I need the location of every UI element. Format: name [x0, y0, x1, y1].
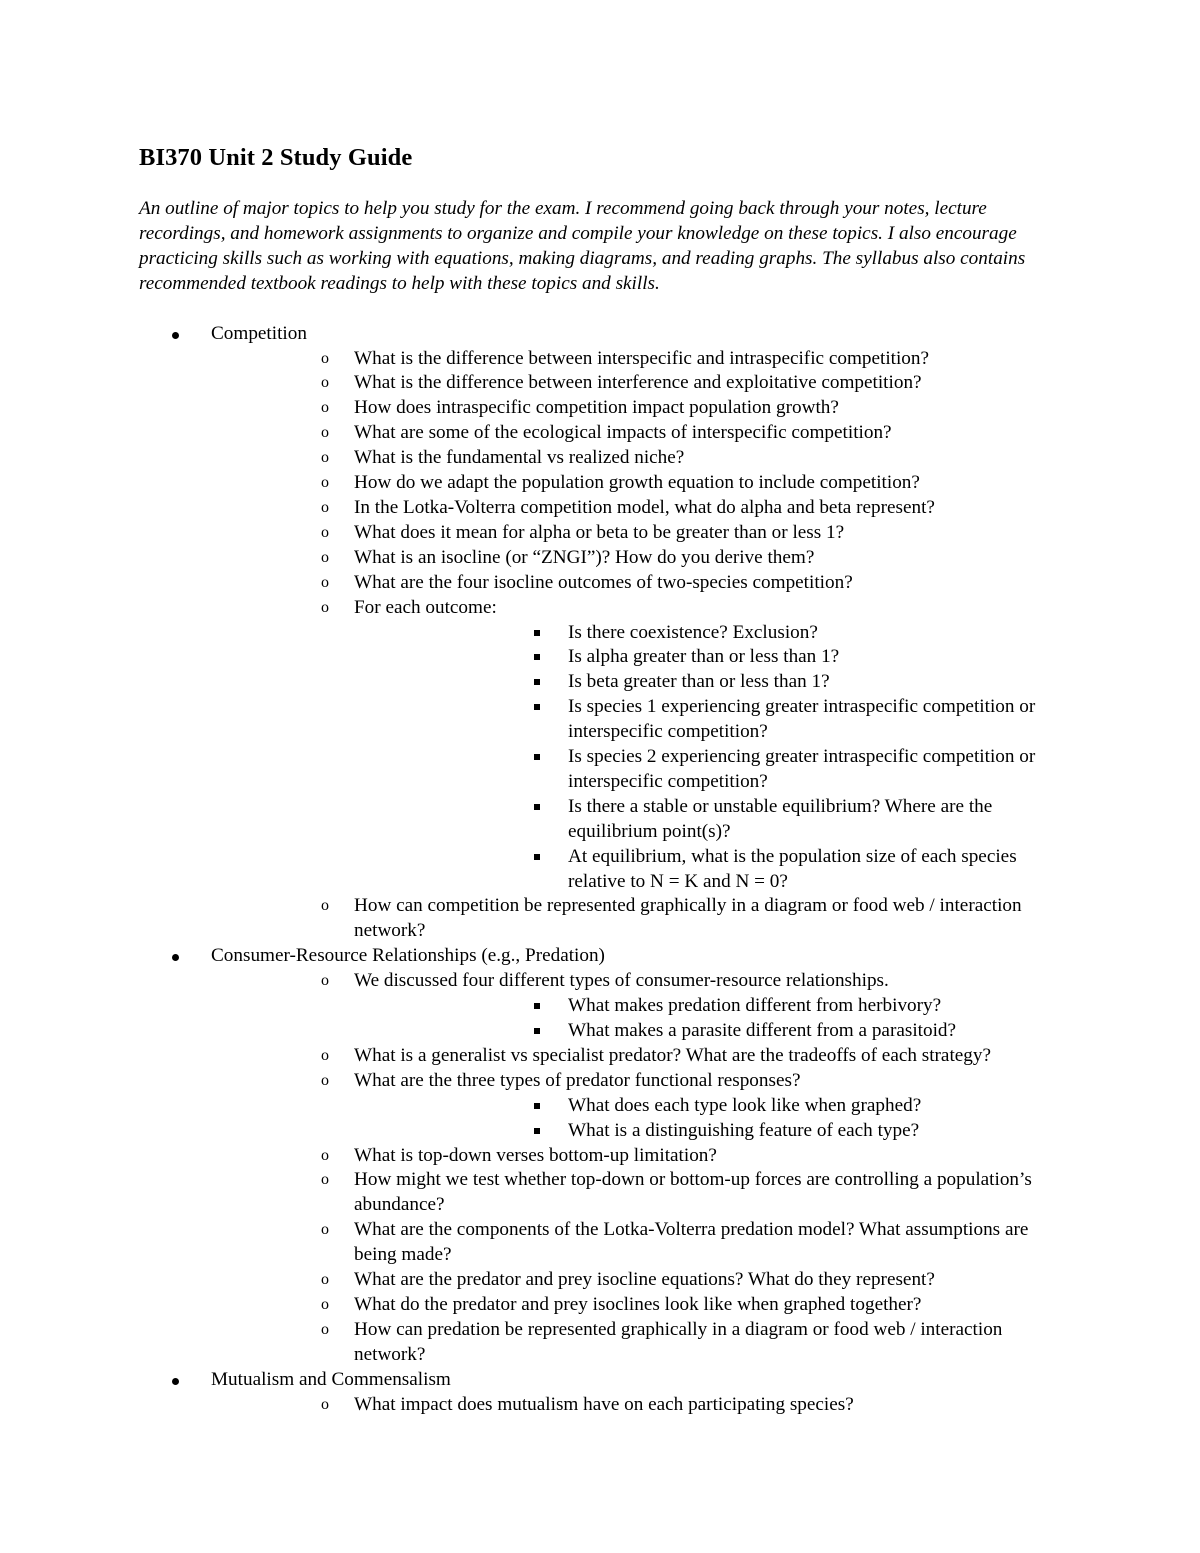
subquestion-item [354, 795, 1069, 845]
question-text: In the Lotka-Volterra competition model, what do alpha and beta represent? [354, 496, 935, 518]
subquestion-item [354, 745, 1069, 795]
question-item [211, 1293, 1069, 1318]
subquestion-item [354, 845, 1069, 895]
subquestion-text: Is beta greater than or less than 1? [568, 671, 830, 693]
bullet-icon [172, 332, 179, 339]
subquestion-text: Is there a stable or unstable equilibrium? Where are the equilibrium point(s)? [568, 795, 993, 842]
question-text: What is the difference between interspecific and intraspecific competition? [354, 347, 930, 369]
subquestion-text: What makes predation different from herbivory? [568, 995, 942, 1017]
subquestion-list [354, 994, 1069, 1044]
question-text: For each outcome: [354, 596, 497, 618]
subquestion-item [354, 670, 1069, 695]
question-item [211, 571, 1069, 596]
document-page [139, 143, 1069, 1418]
question-item [211, 546, 1069, 571]
question-item [211, 1393, 1069, 1418]
square-bullet-icon [534, 1103, 540, 1109]
question-item [211, 1168, 1069, 1218]
question-list [211, 969, 1069, 1368]
subquestion-item [354, 1019, 1069, 1044]
question-item [211, 1268, 1069, 1293]
question-text: How can predation be represented graphically in a diagram or food web / interaction network? [354, 1318, 1003, 1365]
circle-bullet-icon: o [321, 449, 329, 467]
square-bullet-icon [534, 654, 540, 660]
square-bullet-icon [534, 630, 540, 636]
subquestion-text: Is alpha greater than or less than 1? [568, 646, 840, 668]
question-list [211, 1393, 1069, 1418]
question-text: We discussed four different types of consumer-resource relationships. [354, 970, 889, 992]
circle-bullet-icon: o [321, 573, 329, 591]
question-text: What are the predator and prey isocline equations? What do they represent? [354, 1269, 935, 1291]
square-bullet-icon [534, 754, 540, 760]
section-label: Consumer-Resource Relationships (e.g., Predation) [211, 945, 605, 967]
question-item [211, 1069, 1069, 1144]
circle-bullet-icon: o [321, 1271, 329, 1289]
square-bullet-icon [534, 1003, 540, 1009]
subquestion-item [354, 695, 1069, 745]
question-text: What is a generalist vs specialist predator? What are the tradeoffs of each strategy? [354, 1044, 992, 1066]
circle-bullet-icon: o [321, 1146, 329, 1164]
question-item [211, 471, 1069, 496]
section-label: Competition [211, 322, 307, 344]
question-text: How can competition be represented graphically in a diagram or food web / interaction network? [354, 895, 1022, 942]
bullet-icon [172, 1378, 179, 1385]
question-text: What is the fundamental vs realized niche? [354, 447, 685, 469]
question-text: What does it mean for alpha or beta to be greater than or less 1? [354, 521, 845, 543]
subquestion-item [354, 994, 1069, 1019]
question-item [211, 496, 1069, 521]
question-item [211, 371, 1069, 396]
subquestion-item [354, 645, 1069, 670]
subquestion-list [354, 621, 1069, 895]
question-text: How does intraspecific competition impact population growth? [354, 397, 839, 419]
circle-bullet-icon: o [321, 1046, 329, 1064]
section-item [139, 1368, 1069, 1418]
document-title: BI370 Unit 2 Study Guide [139, 144, 413, 171]
question-item [211, 1144, 1069, 1169]
question-text: What do the predator and prey isoclines look like when graphed together? [354, 1293, 922, 1315]
circle-bullet-icon: o [321, 972, 329, 990]
question-text: What are some of the ecological impacts of interspecific competition? [354, 422, 892, 444]
square-bullet-icon [534, 804, 540, 810]
circle-bullet-icon: o [321, 1221, 329, 1239]
circle-bullet-icon: o [321, 1171, 329, 1189]
question-item [211, 596, 1069, 895]
square-bullet-icon [534, 1128, 540, 1134]
square-bullet-icon [534, 679, 540, 685]
question-item [211, 521, 1069, 546]
circle-bullet-icon: o [321, 1395, 329, 1413]
topic-outline [139, 322, 1069, 1418]
subquestion-text: Is there coexistence? Exclusion? [568, 621, 818, 643]
circle-bullet-icon: o [321, 374, 329, 392]
question-item [211, 347, 1069, 372]
question-text: What is the difference between interference and exploitative competition? [354, 372, 922, 394]
circle-bullet-icon: o [321, 349, 329, 367]
circle-bullet-icon: o [321, 424, 329, 442]
subquestion-item [354, 1119, 1069, 1144]
document-intro: An outline of major topics to help you study for the exam. I recommend going back through your notes, lecture recordings, and homework assignments to organize and compile your knowledge on these topics. I also encourage practicing skills such as working with equations, making diagrams, and reading graphs. The syllabus also contains recommended textbook readings to help with these topics and skills. [139, 198, 1026, 294]
circle-bullet-icon: o [321, 897, 329, 915]
question-text: What is an isocline (or “ZNGI”)? How do you derive them? [354, 546, 815, 568]
section-item [139, 322, 1069, 945]
subquestion-text: Is species 2 experiencing greater intraspecific competition or interspecific competition? [568, 746, 1036, 792]
question-item [211, 396, 1069, 421]
question-text: What are the components of the Lotka-Volterra predation model? What assumptions are being made? [354, 1219, 1029, 1266]
subquestion-list [354, 1094, 1069, 1144]
circle-bullet-icon: o [321, 1071, 329, 1089]
question-item [211, 1318, 1069, 1368]
subquestion-text: What is a distinguishing feature of each type? [568, 1119, 920, 1141]
question-text: How do we adapt the population growth equation to include competition? [354, 472, 920, 494]
question-item [211, 969, 1069, 1044]
circle-bullet-icon: o [321, 474, 329, 492]
question-text: What is top-down verses bottom-up limitation? [354, 1144, 717, 1166]
subquestion-item [354, 621, 1069, 646]
square-bullet-icon [534, 1028, 540, 1034]
subquestion-text: Is species 1 experiencing greater intraspecific competition or interspecific competition? [568, 696, 1036, 743]
question-item [211, 421, 1069, 446]
circle-bullet-icon: o [321, 399, 329, 417]
question-item [211, 1044, 1069, 1069]
bullet-icon [172, 954, 179, 961]
circle-bullet-icon: o [321, 523, 329, 541]
question-item [211, 894, 1069, 944]
question-text: How might we test whether top-down or bottom-up forces are controlling a population’s abundance? [354, 1169, 1032, 1216]
question-text: What impact does mutualism have on each participating species? [354, 1393, 854, 1415]
subquestion-text: What does each type look like when graphed? [568, 1094, 922, 1116]
square-bullet-icon [534, 854, 540, 860]
subquestion-text: At equilibrium, what is the population size of each species relative to N = K and N = 0? [568, 845, 1017, 892]
question-item [211, 446, 1069, 471]
subquestion-text: What makes a parasite different from a parasitoid? [568, 1020, 957, 1041]
question-list [211, 347, 1069, 945]
circle-bullet-icon: o [321, 498, 329, 516]
circle-bullet-icon: o [321, 1320, 329, 1338]
section-item [139, 944, 1069, 1367]
circle-bullet-icon: o [321, 1295, 329, 1313]
square-bullet-icon [534, 704, 540, 710]
subquestion-item [354, 1094, 1069, 1119]
question-text: What are the three types of predator functional responses? [354, 1069, 801, 1091]
question-item [211, 1218, 1069, 1268]
circle-bullet-icon: o [321, 598, 329, 616]
section-label: Mutualism and Commensalism [211, 1368, 451, 1390]
question-text: What are the four isocline outcomes of two-species competition? [354, 571, 853, 593]
circle-bullet-icon: o [321, 548, 329, 566]
